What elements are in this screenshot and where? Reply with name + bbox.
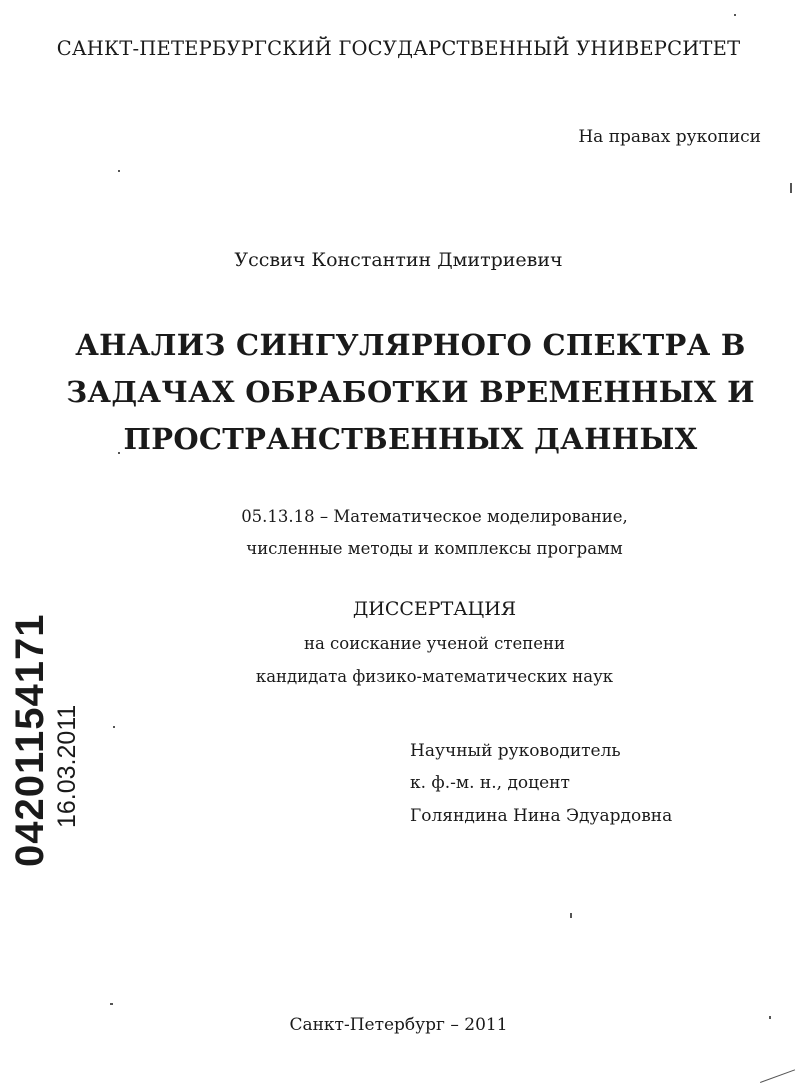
scan-speck [734, 14, 736, 16]
title-line-3: ПРОСТРАНСТВЕННЫХ ДАННЫХ [123, 422, 698, 456]
scan-speck [570, 913, 572, 918]
stamp-id: 04201154171 [8, 613, 52, 867]
title-line-2: ЗАДАЧАХ ОБРАБОТКИ ВРЕМЕННЫХ И [66, 375, 755, 409]
advisor-role: Научный руководитель [410, 741, 621, 761]
degree-line-1: на соискание ученой степени [303, 634, 566, 653]
scan-speck [790, 183, 792, 193]
specialty-line-2: численные методы и комплексы программ [246, 539, 623, 558]
document-type: ДИССЕРТАЦИЯ [352, 598, 517, 620]
city-year: Санкт-Петербург – 2011 [289, 1015, 508, 1035]
scan-speck [110, 1003, 113, 1005]
degree-line-2: кандидата физико-математических наук [255, 667, 614, 686]
author-name: Уссвич Константин Дмитриевич [234, 249, 563, 271]
scan-speck [118, 170, 120, 172]
scan-speck [769, 1016, 771, 1019]
advisor-name: Голяндина Нина Эдуардовна [410, 806, 673, 826]
stamp-date: 16.03.2011 [53, 704, 81, 828]
title-line-1: АНАЛИЗ СИНГУЛЯРНОГО СПЕКТРА В [75, 328, 746, 362]
scan-speck [118, 452, 120, 454]
specialty-line-1: 05.13.18 – Математическое моделирование, [241, 507, 628, 526]
scan-speck [760, 1069, 795, 1083]
university-name: САНКТ-ПЕТЕРБУРГСКИЙ ГОСУДАРСТВЕННЫЙ УНИВЕРСИТЕТ [56, 37, 741, 60]
rights-note: На правах рукописи [578, 127, 761, 147]
advisor-degree: к. ф.-м. н., доцент [410, 773, 570, 793]
scan-speck [113, 726, 115, 728]
